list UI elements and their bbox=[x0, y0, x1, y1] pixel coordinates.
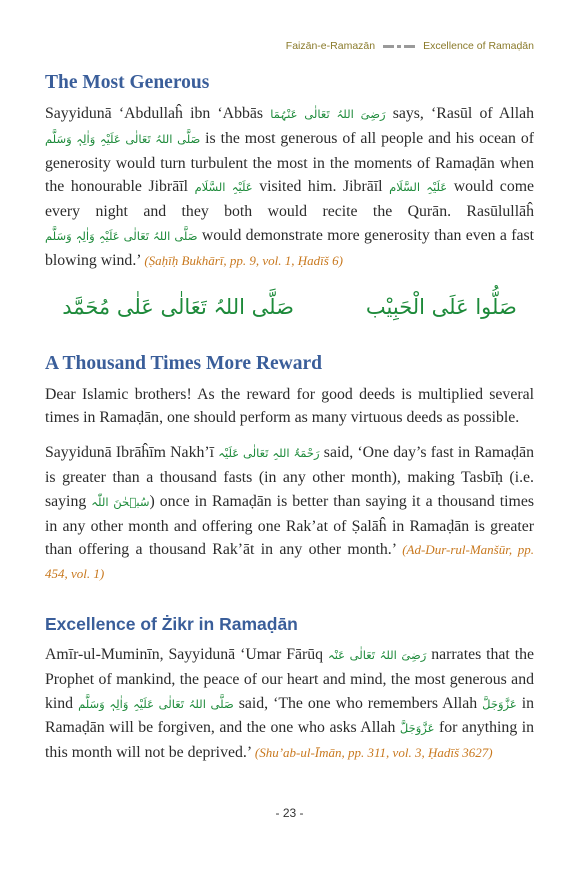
arabic-honorific: صَلَّی اللہُ تَعَالٰی عَلَیْہِ وَاٰلِہٖ وَسَلَّم bbox=[45, 228, 198, 243]
reference-citation: (Ad-Dur-rul-Manšūr, pp. 454, vol. 1) bbox=[45, 542, 534, 582]
arabic-honorific: رَضِیَ اللہُ تَعَالٰی عَنْہ bbox=[327, 647, 427, 662]
text-run: ) once in Ramaḍān is better than saying it a thousand times in any other month and offering one Rak’at of Ṣalāĥ in Ramaḍān is greater than offering a thousand Rak’āt in any other month.’ bbox=[45, 492, 534, 559]
arabic-honorific: صَلَّی اللہُ تَعَالٰی عَلَیْہِ وَاٰلِہٖ وَسَلَّم bbox=[45, 131, 201, 146]
paragraph-umar-faruq bbox=[45, 643, 534, 765]
arabic-honorific: عَلَیْہِ السَّلَام bbox=[194, 180, 253, 195]
reference-citation: (Ṣaḥīḥ Bukhārī, pp. 9, vol. 1, Ḥadīš 6) bbox=[144, 252, 343, 268]
header-separator bbox=[383, 45, 415, 48]
arabic-honorific: رَضِیَ اللہُ تَعَالٰی عَنْہُمَا bbox=[270, 107, 386, 121]
text-run: for anything in this month will not be deprived.’ bbox=[45, 719, 535, 762]
paragraph-nakhi bbox=[45, 441, 534, 586]
text-run: would demonstrate more generosity than even a fast blowing wind.’ bbox=[45, 226, 535, 269]
text-run: said, ‘The one who remembers Allah bbox=[238, 694, 478, 712]
page-number: - 23 - bbox=[275, 806, 304, 820]
arabic-tasbih: سُبۡحٰنَ اللّٰہ bbox=[91, 494, 150, 509]
text-run: says, ‘Rasūl of Allah bbox=[392, 105, 534, 122]
section-heading-excellence-zikr: Excellence of Żikr in Ramaḍān bbox=[45, 613, 298, 634]
arabic-honorific: عَزَّوَجَلَّ bbox=[482, 696, 517, 711]
text-run: Sayyidunā ‘Abdullaĥ ibn ‘Abbās bbox=[45, 105, 264, 122]
text-run: is the most generous of all people and his ocean of generosity would turn turbulent the most in the moments of Ramaḍān when the honourable Jibrāīl bbox=[45, 129, 534, 196]
page-content bbox=[45, 72, 534, 765]
arabic-honorific: عَلَیْہِ السَّلَام bbox=[389, 180, 448, 195]
arabic-honorific: عَزَّوَجَلَّ bbox=[399, 721, 435, 736]
paragraph-most-generous bbox=[45, 102, 534, 273]
text-run: would come every night and they both would recite the Qurān. Rasūlullāĥ bbox=[45, 178, 535, 221]
text-run: said, ‘One day’s fast in Ramaḍān is greater than a thousand fasts (in any other month), making Tasbīḥ (i.e. saying bbox=[45, 444, 534, 510]
calligraphy-left: صَلَّی اللہُ تَعَالٰی عَلٰی مُحَمَّد bbox=[62, 294, 294, 319]
arabic-honorific: صَلَّی اللہُ تَعَالٰی عَلَیْہِ وَاٰلِہٖ وَسَلَّم bbox=[78, 696, 234, 711]
running-header bbox=[286, 40, 534, 52]
text-run: in Ramaḍān will be forgiven, and the one who asks Allah bbox=[45, 694, 535, 737]
chapter-title: Excellence of Ramaḍān bbox=[423, 40, 534, 52]
text-run: visited him. Jibrāīl bbox=[259, 178, 383, 196]
text-run: Sayyidunā Ibrāĥīm Nakh’ī bbox=[45, 444, 215, 462]
calligraphy-right: صَلُّوا عَلَی الْحَبِیْب bbox=[365, 294, 517, 319]
reference-citation: (Shu’ab-ul-Īmān, pp. 311, vol. 3, Ḥadīš 3627) bbox=[254, 745, 493, 761]
salawat-calligraphy bbox=[45, 295, 534, 319]
section-heading-thousand-times: A Thousand Times More Reward bbox=[45, 352, 323, 374]
text-run: Amīr-ul-Muminīn, Sayyidunā ‘Umar Fārūq bbox=[45, 645, 324, 663]
section-heading-most-generous: The Most Generous bbox=[45, 72, 210, 93]
paragraph-dear-brothers: Dear Islamic brothers! As the reward for good deeds is multiplied several times in Ramaḍān, one should perform as many virtuous deeds as possible. bbox=[45, 385, 534, 427]
text-run: narrates that the Prophet of mankind, the peace of our heart and mind, the most generous and kind bbox=[45, 645, 535, 712]
arabic-honorific: رَحْمَۃُ اللہِ تَعَالٰی عَلَیْہ bbox=[218, 446, 320, 461]
book-title: Faizān-e-Ramazān bbox=[285, 40, 376, 52]
